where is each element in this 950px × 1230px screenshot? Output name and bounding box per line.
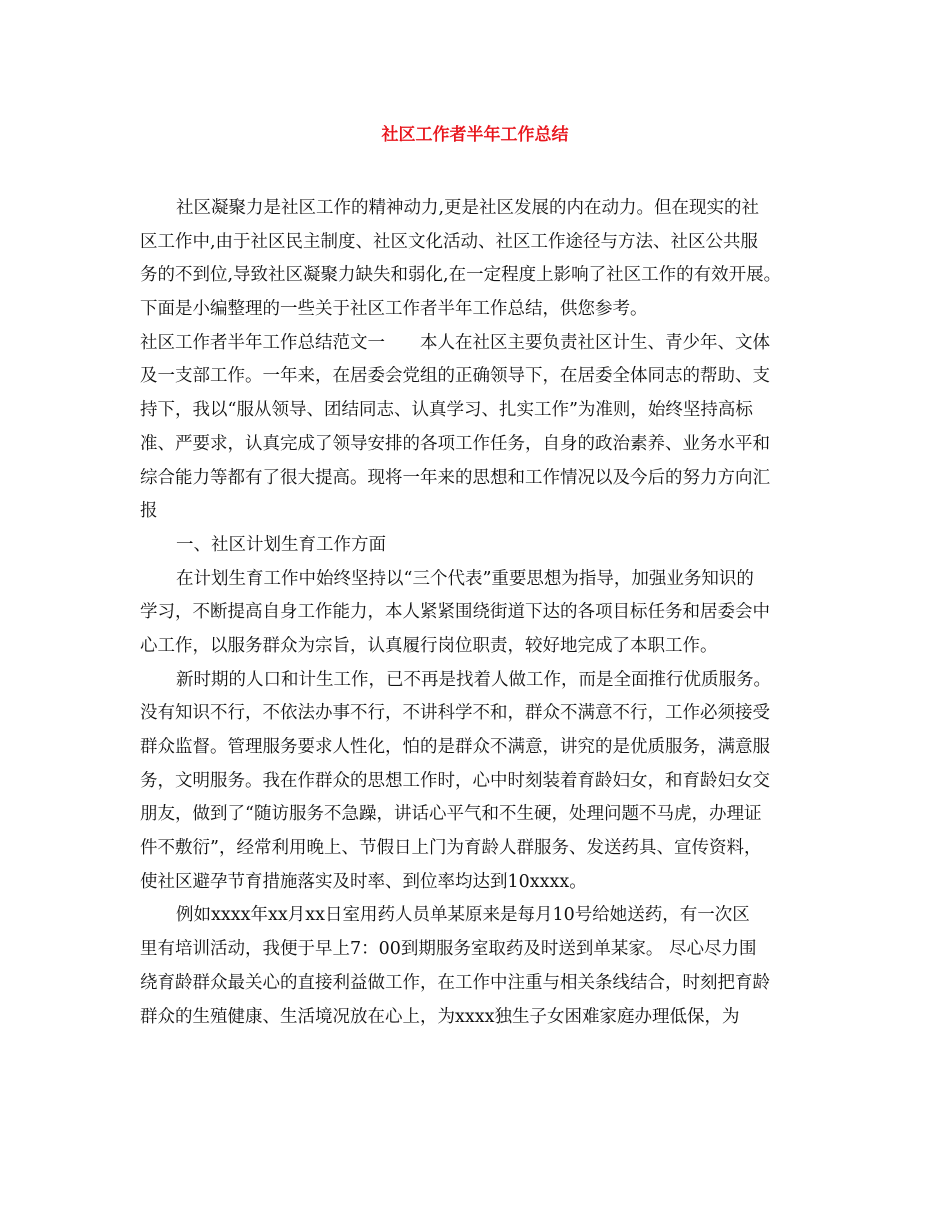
text-line: 务，文明服务。我在作群众的思想工作时，心中时刻装着育龄妇女，和育龄妇女交 <box>140 770 770 791</box>
section-heading: 一、社区计划生育工作方面 <box>176 534 386 555</box>
section-heading-line: 社区工作者半年工作总结范文一 本人在社区主要负责社区计生、青少年、文体 <box>140 332 770 353</box>
text-line: 绕育龄群众最关心的直接利益做工作，在工作中注重与相关条线结合，时刻把育龄 <box>140 972 770 993</box>
text-line: 新时期的人口和计生工作，已不再是找着人做工作，而是全面推行优质服务。 <box>176 669 771 690</box>
text-line: 及一支部工作。一年来，在居委会党组的正确领导下，在居委全体同志的帮助、支 <box>140 366 770 387</box>
text-line: 里有培训活动，我便于早上7：00到期服务室取药及时送到单某家。 尽心尽力围 <box>140 939 757 960</box>
text-line: 心工作，以服务群众为宗旨，认真履行岗位职责，较好地完成了本职工作。 <box>140 635 718 656</box>
text-line: 学习，不断提高自身工作能力，本人紧紧围绕街道下达的各项目标任务和居委会中 <box>140 602 770 623</box>
text-line: 下面是小编整理的一些关于社区工作者半年工作总结，供您参考。 <box>140 299 648 320</box>
text-line: 群众的生殖健康、生活境况放在心上，为xxxx独生子女困难家庭办理低保，为 <box>140 1006 740 1027</box>
text-line: 务的不到位,导致社区凝聚力缺失和弱化,在一定程度上影响了社区工作的有效开展。 <box>140 265 782 286</box>
text-line: 例如xxxx年xx月xx日室用药人员单某原来是每月10号给她送药，有一次区 <box>176 905 750 926</box>
text-line: 社区凝聚力是社区工作的精神动力,更是社区发展的内在动力。但在现实的社 <box>176 198 760 218</box>
text-line: 朋友，做到了“随访服务不急躁，讲话心平气和不生硬，处理问题不马虎，办理证 <box>140 804 762 825</box>
document-title: 社区工作者半年工作总结 <box>381 125 569 145</box>
text-line: 在计划生育工作中始终坚持以“三个代表”重要思想为指导，加强业务知识的 <box>176 568 754 589</box>
document-body <box>140 192 820 1034</box>
text-line: 准、严要求，认真完成了领导安排的各项工作任务，自身的政治素养、业务水平和 <box>140 433 770 454</box>
text-line: 群众监督。管理服务要求人性化，怕的是群众不满意，讲究的是优质服务，满意服 <box>140 737 770 757</box>
text-line: 没有知识不行，不依法办事不行，不讲科学不和，群众不满意不行，工作必须接受 <box>140 703 770 724</box>
text-line: 件不敷衍”，经常利用晚上、节假日上门为育龄人群服务、发送药具、宣传资料， <box>140 838 762 859</box>
text-line: 持下，我以“服从领导、团结同志、认真学习、扎实工作”为准则，始终坚持高标 <box>140 400 753 421</box>
text-line: 区工作中,由于社区民主制度、社区文化活动、社区工作途径与方法、社区公共服 <box>140 231 759 252</box>
text-line: 综合能力等都有了很大提高。现将一年来的思想和工作情况以及今后的努力方向汇 <box>140 467 770 488</box>
text-line: 报 <box>140 501 158 522</box>
text-line: 使社区避孕节育措施落实及时率、到位率均达到10xxxx。 <box>140 871 587 892</box>
